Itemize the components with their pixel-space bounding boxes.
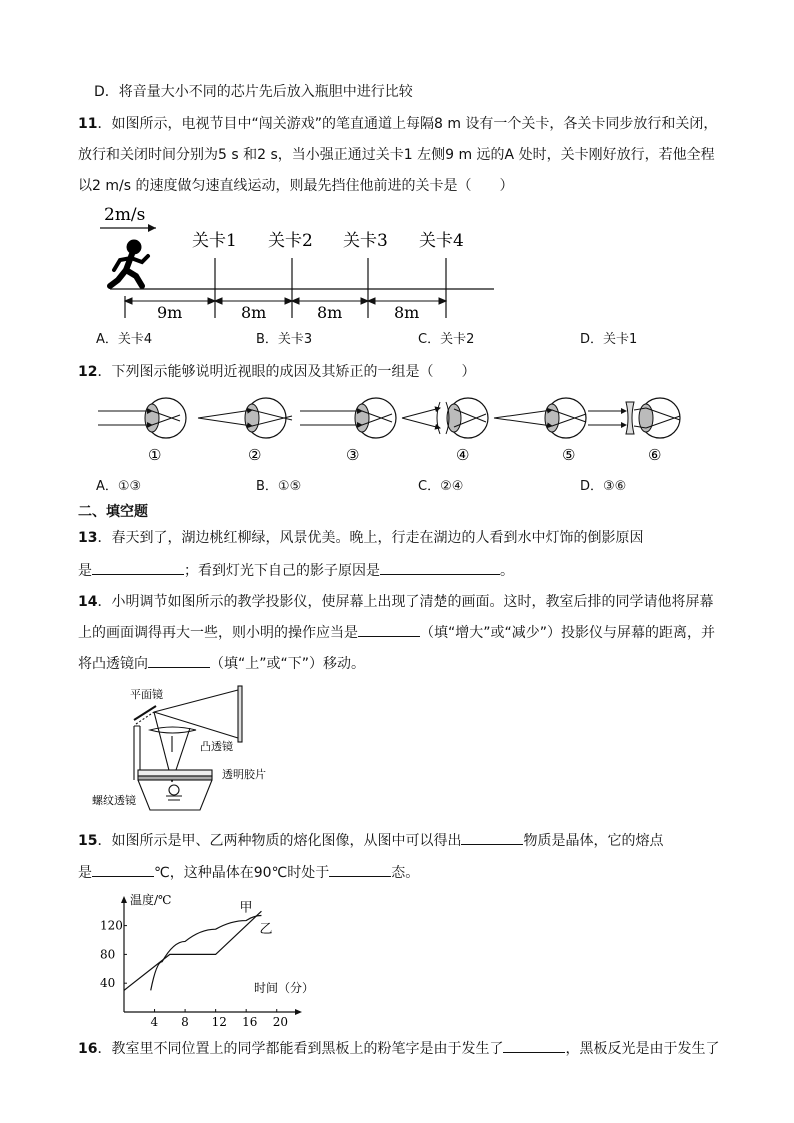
q11-text1: ．如图所示，电视节目中“闯关游戏”的笔直通道上每隔8 m 设有一个关卡，各关卡同步放行和关闭，: [97, 116, 718, 132]
q13-text2c: 。: [500, 563, 514, 579]
q15-text2c: 态。: [391, 865, 420, 881]
diagram-label-3: ③: [346, 446, 360, 464]
y-tick-label: 40: [100, 976, 116, 991]
melting-chart: [98, 890, 328, 1030]
q15-text1a: ．如图所示是甲、乙两种物质的熔化图像，从图中可以得出: [97, 833, 462, 849]
x-tick-label: 8: [181, 1015, 189, 1029]
eye-diagram-2: [198, 398, 292, 438]
x-tick-label: 4: [150, 1015, 159, 1029]
q12-eye-diagrams: [96, 392, 696, 464]
q14-text2b: （填“增大”或“减少”）投影仪与屏幕的距离，并: [420, 625, 716, 641]
q11-option-b: B．关卡3: [256, 332, 313, 347]
q14-text1: ．小明调节如图所示的教学投影仪，使屏幕上出现了清楚的画面。这时，教室后排的同学请他将屏幕: [97, 594, 714, 610]
diagram-label-4: ④: [456, 446, 470, 464]
eye-diagram-5: [494, 398, 586, 438]
label-film: 透明胶片: [222, 768, 266, 781]
y-tick-label: 80: [100, 947, 116, 962]
section-title: 二、填空题: [78, 504, 148, 520]
q12-option-d: D．③⑥: [580, 479, 627, 494]
q13-line1: [78, 528, 643, 548]
q14-blank-1[interactable]: [358, 622, 420, 637]
eye-diagram-1: [98, 398, 186, 438]
q14-line1: [78, 592, 713, 612]
q12-line1: [78, 362, 475, 382]
speed-label: 2m/s: [104, 205, 146, 225]
projector-figure: [92, 680, 282, 815]
x-axis-label: 时间（分）: [254, 981, 315, 995]
q13-text1: ．春天到了，湖边桃红柳绿，风景优美。晚上，行走在湖边的人看到水中灯饰的倒影原因: [97, 530, 644, 546]
q16-line1: [78, 1038, 719, 1059]
series-label-2: 乙: [259, 922, 273, 938]
q12-option-c: C．②④: [418, 479, 464, 494]
runner-icon: [110, 240, 148, 286]
q11-option-d: D．关卡1: [580, 332, 638, 347]
q14-line3: [78, 653, 365, 674]
diagram-label-5: ⑤: [562, 446, 576, 464]
distance-1: 9m: [157, 303, 183, 322]
q14-text2a: 上的画面调得再大一些，则小明的操作应当是: [78, 625, 358, 641]
distance-4: 8m: [394, 303, 420, 322]
q13-number: 13: [78, 530, 98, 546]
q11-line1: [78, 114, 717, 134]
y-axis-arrow: [121, 896, 127, 903]
q12-option-b: B．①⑤: [256, 479, 302, 494]
diagram-label-2: ②: [248, 446, 262, 464]
q13-text2a: 是: [78, 563, 92, 579]
label-convex-lens: 凸透镜: [200, 740, 233, 753]
q11-option-c: C．关卡2: [418, 332, 475, 347]
gate-3-label: 关卡3: [343, 231, 388, 251]
label-mirror: 平面镜: [130, 688, 163, 701]
q12-text: ．下列图示能够说明近视眼的成因及其矫正的一组是（ ）: [97, 364, 476, 380]
diagram-label-6: ⑥: [648, 446, 662, 464]
gate-1-label: 关卡1: [192, 231, 237, 251]
q14-blank-2[interactable]: [148, 653, 210, 668]
gate-4-label: 关卡4: [419, 231, 464, 251]
diagram-label-1: ①: [148, 446, 162, 464]
eye-diagram-6: [588, 398, 680, 438]
series-line-2: [124, 911, 261, 990]
q16-number: 16: [78, 1041, 98, 1057]
q16-text1a: ．教室里不同位置上的同学都能看到黑板上的粉笔字是由于发生了: [97, 1041, 504, 1057]
distance-2: 8m: [241, 303, 267, 322]
q11-number: 11: [78, 116, 98, 132]
q16-blank-1[interactable]: [503, 1038, 565, 1053]
q13-line2: [78, 560, 514, 581]
q12-option-a: A．①③: [96, 479, 142, 494]
distance-3: 8m: [317, 303, 343, 322]
q15-line1: [78, 830, 663, 851]
q11-line2: 放行和关闭时间分别为5 s 和2 s，当小强正通过关卡1 左侧9 m 远的A 处时，关卡刚好放行，若他全程: [78, 147, 715, 163]
q14-text3a: 将凸透镜向: [78, 656, 148, 672]
q13-text2b: ；看到灯光下自己的影子原因是: [184, 563, 380, 579]
q13-blank-2[interactable]: [380, 560, 500, 575]
q15-text2b: ℃，这种晶体在90℃时处于: [154, 865, 330, 881]
label-fresnel-lens: 螺纹透镜: [92, 794, 136, 807]
x-axis-arrow: [295, 1009, 302, 1015]
x-tick-label: 16: [242, 1015, 258, 1029]
series-label-1: 甲: [239, 900, 253, 916]
q12-number: 12: [78, 364, 98, 380]
q15-blank-3[interactable]: [329, 862, 391, 877]
q15-blank-2[interactable]: [92, 862, 154, 877]
q14-text3b: （填“上”或“下”）移动。: [210, 656, 366, 672]
q16-text1b: ，黑板反光是由于发生了: [565, 1041, 720, 1057]
q13-blank-1[interactable]: [92, 560, 184, 575]
q11-figure: [96, 200, 516, 320]
q11-line3: 以2 m/s 的速度做匀速直线运动，则最先挡住他前进的关卡是（ ）: [78, 178, 514, 194]
q15-text2a: 是: [78, 865, 92, 881]
q15-line2: [78, 862, 419, 883]
q11-option-a: A．关卡4: [96, 332, 153, 347]
q15-text1b: 物质是晶体，它的熔点: [523, 833, 664, 849]
x-tick-label: 12: [211, 1015, 227, 1029]
y-tick-label: 120: [100, 918, 123, 933]
q15-blank-1[interactable]: [461, 830, 523, 845]
y-axis-label: 温度/℃: [130, 893, 172, 907]
q10-option-d: D．将音量大小不同的芯片先后放入瓶胆中进行比较: [94, 84, 413, 100]
gate-2-label: 关卡2: [268, 231, 313, 251]
q14-number: 14: [78, 594, 98, 610]
q15-number: 15: [78, 833, 98, 849]
eye-diagram-3: [300, 398, 396, 438]
q14-line2: [78, 622, 715, 643]
x-tick-label: 20: [272, 1015, 289, 1029]
eye-diagram-4: [402, 398, 488, 438]
